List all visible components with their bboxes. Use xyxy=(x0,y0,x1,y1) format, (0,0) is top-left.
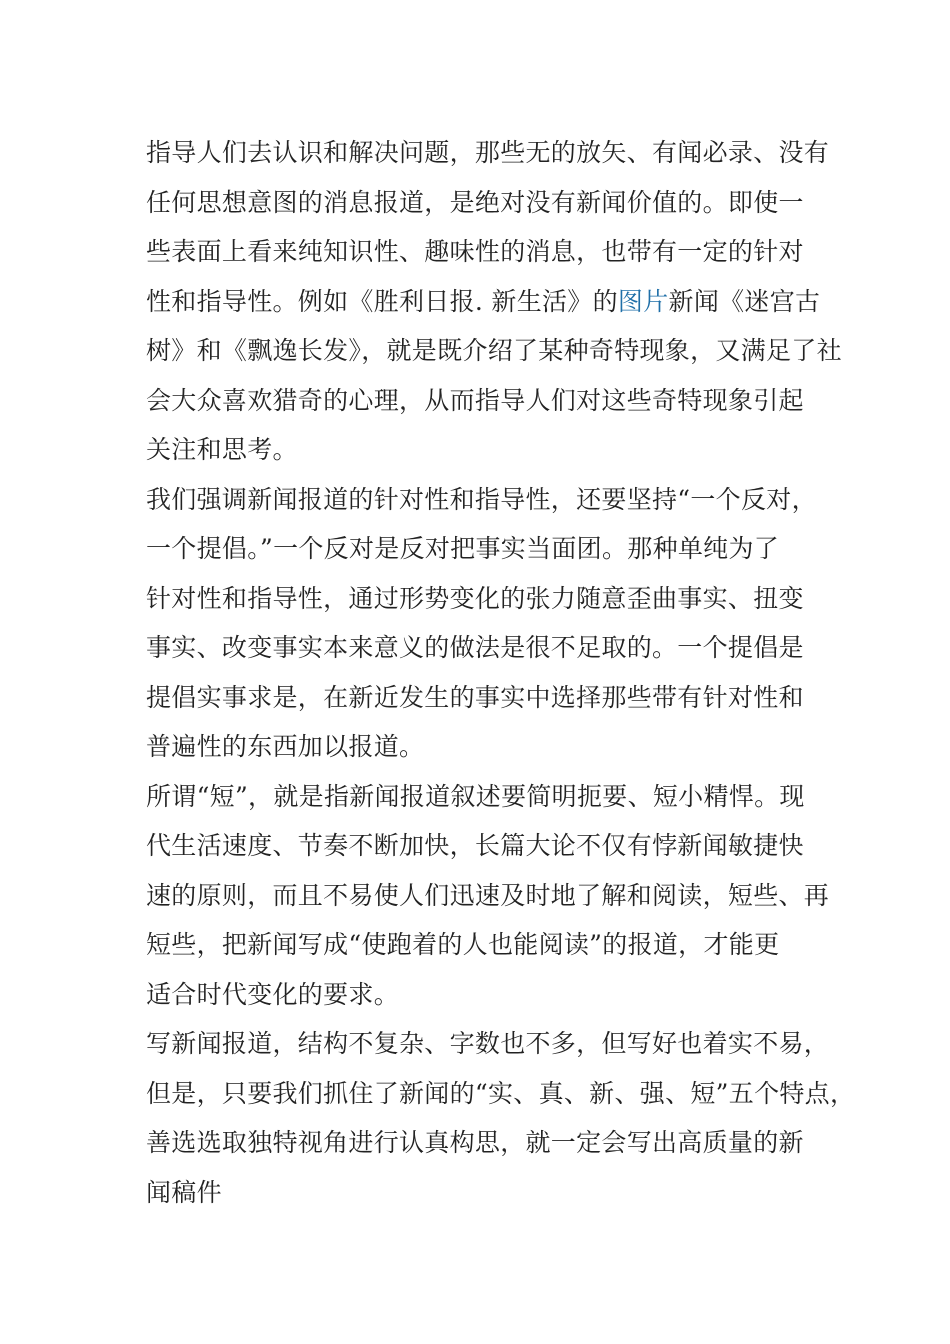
text-line: 代生活速度、节奏不断加快，长篇大论不仅有悖新闻敏捷快 xyxy=(146,831,804,860)
text-line: 一个提倡。”一个反对是反对把事实当面团。那种单纯为了 xyxy=(146,534,780,563)
text-line: 些表面上看来纯知识性、趣味性的消息，也带有一定的针对 xyxy=(146,237,804,266)
text-line: 所谓“短”，就是指新闻报道叙述要简明扼要、短小精悍。现 xyxy=(146,781,805,811)
paragraph-3 xyxy=(146,772,830,1020)
text-line: 指导人们去认识和解决问题，那些无的放矢、有闻必录、没有 xyxy=(146,138,830,167)
text-line: 但是，只要我们抓住了新闻的“实、真、新、强、短”五个特点， xyxy=(146,1078,856,1108)
paragraph-2 xyxy=(146,475,818,772)
text-line: 善选选取独特视角进行认真构思，就一定会写出高质量的新 xyxy=(146,1128,804,1157)
text-line: 关注和思考。 xyxy=(146,435,298,464)
text-line: 我们强调新闻报道的针对性和指导性，还要坚持“一个反对， xyxy=(146,484,817,514)
text-line: 任何思想意图的消息报道，是绝对没有新闻价值的。即使一 xyxy=(146,187,804,217)
text-line: 普遍性的东西加以报道。 xyxy=(146,732,425,761)
paragraph-4 xyxy=(146,1019,856,1217)
paragraph-1 xyxy=(146,128,842,475)
text-line: 针对性和指导性，通过形势变化的张力随意歪曲事实、扭变 xyxy=(146,583,804,613)
text-line: 性和指导性。例如《胜利日报. 新生活》的图片新闻《迷宫古 xyxy=(146,286,821,316)
text-line: 适合时代变化的要求。 xyxy=(146,979,400,1009)
text-line: 短些，把新闻写成“使跑着的人也能阅读”的报道，才能更 xyxy=(146,930,780,959)
text-line: 写新闻报道，结构不复杂、字数也不多，但写好也着实不易， xyxy=(146,1029,830,1058)
image-link[interactable]: 图片 xyxy=(617,286,669,316)
text-line: 闻稿件 xyxy=(146,1177,222,1207)
text-line: 树》和《飘逸长发》，就是既介绍了某种奇特现象，又满足了社 xyxy=(146,336,842,365)
text-line: 会大众喜欢猎奇的心理，从而指导人们对这些奇特现象引起 xyxy=(146,385,804,415)
text-line: 事实、改变事实本来意义的做法是很不足取的。一个提倡是 xyxy=(146,633,804,662)
body-text xyxy=(146,128,856,1217)
text-line: 速的原则，而且不易使人们迅速及时地了解和阅读，短些、再 xyxy=(146,880,830,910)
text-line: 提倡实事求是，在新近发生的事实中选择那些带有针对性和 xyxy=(146,682,804,712)
